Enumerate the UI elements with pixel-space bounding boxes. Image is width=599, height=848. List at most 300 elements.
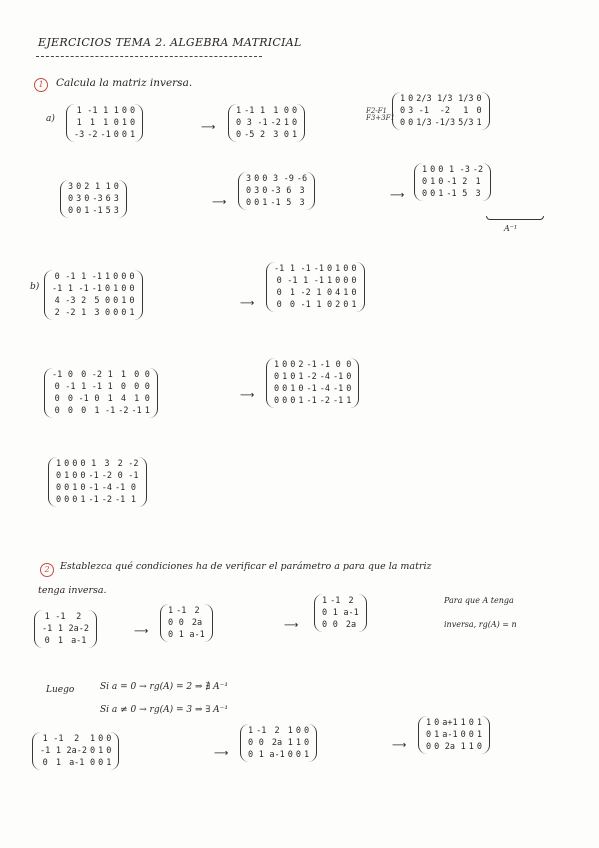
matrix-cell: 0 [106, 746, 112, 756]
page-title: EJERCICIOS TEMA 2. ALGEBRA MATRICIAL [38, 36, 302, 49]
row-operations-note: F2-F1 F3+3F1 [366, 107, 395, 122]
matrix-cell: -1 [256, 726, 267, 736]
matrix-cell: 1 [248, 726, 254, 736]
matrix-cell: 1 [103, 106, 109, 116]
matrix-cell: 1 [287, 726, 293, 736]
matrix-cell: 0 [346, 372, 352, 382]
matrix-cell: 0 [168, 630, 174, 640]
matrix-cell: 6 [286, 186, 292, 196]
matrix-cell: 0 [343, 276, 349, 286]
matrix-cell: 0 [290, 396, 296, 406]
matrix-cell: 0 [422, 177, 428, 187]
matrix-cell: 1 [426, 718, 432, 728]
matrix-cell: -1 [274, 264, 285, 274]
arrow-icon: ⟶ [392, 740, 407, 751]
matrix-cell: 0 [98, 758, 104, 768]
matrix-cell: 0 [246, 198, 252, 208]
matrix [240, 724, 317, 762]
arrow-icon: ⟶ [201, 122, 216, 133]
matrix [48, 457, 147, 507]
matrix-cell: 0 [121, 284, 127, 294]
matrix-cell: 2 [335, 300, 341, 310]
matrix-cell: -1 [306, 384, 317, 394]
matrix-cell: -1 [446, 189, 457, 199]
matrix-cell: 0 [121, 130, 127, 140]
matrix-cell: 1 [121, 118, 127, 128]
matrix-cell: 0 [282, 384, 288, 394]
matrix-cell: 1 [476, 730, 482, 740]
matrix-cell: 1 [346, 396, 352, 406]
exercise-1-prompt: Calcula la matriz inversa. [56, 77, 193, 89]
matrix-cell: 3 [113, 206, 119, 216]
matrix-cell: 1 [98, 746, 104, 756]
matrix-cell: 0 [80, 459, 86, 469]
matrix-cell: 1/3 [437, 94, 453, 104]
matrix-cell: 0 [144, 394, 150, 404]
matrix-cell: 6 [105, 194, 111, 204]
matrix-cell: -5 [244, 130, 255, 140]
matrix-cell: 1 [343, 288, 349, 298]
matrix-cell: 1 [76, 106, 82, 116]
matrix-cell: 1 [44, 612, 50, 622]
matrix-cell: 1 [316, 300, 322, 310]
matrix-cell: 1 [289, 288, 295, 298]
matrix-cell: -1 [40, 746, 51, 756]
matrix-cell: 0 [44, 636, 50, 646]
matrix-cell: -2 [270, 118, 281, 128]
matrix-cell: -1 [115, 495, 126, 505]
matrix-cell: 1 [113, 106, 119, 116]
matrix-cell: 0 [400, 106, 406, 116]
matrix-cell: 0 [178, 618, 184, 628]
matrix-cell: 0 [72, 471, 78, 481]
matrix-cell: 5 [286, 198, 292, 208]
matrix-cell: 3 [475, 189, 481, 199]
matrix-cell: 0 [343, 300, 349, 310]
matrix-cell: 1 [468, 742, 474, 752]
matrix-cell: 3 [408, 106, 414, 116]
matrix [238, 172, 315, 210]
matrix-cell: 1 [80, 495, 86, 505]
matrix-cell: -1 [300, 300, 311, 310]
matrix-cell: 0 [248, 750, 254, 760]
matrix [228, 104, 305, 142]
matrix-cell: 0 [343, 264, 349, 274]
matrix-cell: 0 [89, 758, 96, 768]
matrix-cell: -1 [270, 198, 281, 208]
matrix-cell: -2 [101, 495, 112, 505]
matrix [44, 368, 158, 418]
matrix-cell: 0 [134, 370, 140, 380]
matrix-cell: -1 [300, 264, 311, 274]
arrow-icon: ⟶ [240, 390, 255, 401]
matrix-cell: 2 [117, 459, 123, 469]
matrix-cell: -1 [100, 130, 111, 140]
matrix-cell: -1 [115, 483, 126, 493]
matrix-cell: 0 [121, 308, 127, 318]
matrix-cell: 1 [72, 483, 78, 493]
matrix-cell: 1 [283, 118, 289, 128]
matrix-cell: 0 [262, 174, 268, 184]
matrix [392, 92, 490, 130]
matrix-cell: 5 [94, 296, 100, 306]
matrix-cell: 1 [130, 130, 136, 140]
matrix-cell: 2 [76, 612, 82, 622]
matrix-cell: 0 [254, 174, 260, 184]
matrix-cell: 0 [303, 738, 310, 748]
matrix-cell: 0 [84, 194, 90, 204]
matrix-cell: 0 [81, 406, 87, 416]
matrix-cell: 0 [335, 276, 341, 286]
matrix-cell: 0 [64, 495, 70, 505]
matrix-cell: 2 [348, 596, 354, 606]
matrix-cell: 1 [168, 606, 174, 616]
matrix-cell: 0 [426, 742, 432, 752]
matrix-cell: 0 [80, 483, 86, 493]
matrix-cell: -6 [296, 174, 308, 184]
matrix-cell: 1 [335, 264, 341, 274]
matrix [418, 716, 490, 754]
matrix-cell: 0 [289, 300, 295, 310]
matrix-cell: 0 [400, 118, 406, 128]
matrix [266, 358, 359, 408]
matrix-cell: 0 [408, 94, 414, 104]
matrix-cell: 3 [254, 186, 260, 196]
matrix-cell: 1 [121, 296, 127, 306]
matrix-cell: 0 [274, 384, 280, 394]
matrix-cell: a-1 [189, 630, 205, 640]
matrix-cell: 1 [351, 300, 357, 310]
matrix-cell: 1 [81, 308, 87, 318]
matrix-cell: 0 [283, 106, 289, 116]
matrix-cell: -1/3 [434, 118, 456, 128]
matrix-cell: -1 [91, 284, 102, 294]
matrix-cell: 0 [476, 94, 482, 104]
matrix [34, 610, 97, 648]
matrix-cell: -1 [306, 396, 317, 406]
matrix-cell: 0 [105, 284, 111, 294]
matrix-cell: 1 [282, 372, 288, 382]
matrix-cell: 1 [129, 308, 135, 318]
matrix-cell: 0 [76, 182, 82, 192]
matrix-cell: -1 [319, 360, 330, 370]
matrix-cell: 1 [105, 182, 111, 192]
matrix-cell: 0 [113, 130, 119, 140]
matrix-cell: 2a [271, 738, 283, 748]
matrix-cell: 0 [113, 182, 119, 192]
matrix-cell: 0 [476, 742, 482, 752]
matrix-cell: 3 [299, 186, 305, 196]
inverse-label: A⁻¹ [504, 224, 518, 233]
matrix-cell: 1 [107, 394, 113, 404]
matrix-cell: 0 [121, 106, 127, 116]
matrix-cell: -1 [257, 118, 268, 128]
luego-label: Luego [46, 685, 75, 695]
matrix-cell: 0 [282, 360, 288, 370]
exercise-1-number: 1 [34, 78, 48, 92]
matrix-cell: -1 [333, 384, 344, 394]
matrix-cell: 1/3 [458, 94, 474, 104]
arrow-icon: ⟶ [240, 298, 255, 309]
matrix-cell: 0 [76, 206, 82, 216]
matrix-cell: 0 [117, 471, 123, 481]
matrix-cell: 1 [460, 742, 466, 752]
matrix-cell: 1 [236, 106, 242, 116]
matrix-cell: 1 [298, 396, 304, 406]
matrix-cell: 1 [298, 372, 304, 382]
matrix-cell: 0 [290, 372, 296, 382]
matrix-cell: 0 [322, 620, 328, 630]
matrix-cell: 0 [468, 730, 474, 740]
matrix-cell: 2 [194, 606, 200, 616]
matrix-cell: 3 [104, 459, 110, 469]
matrix-cell: 0 [292, 118, 298, 128]
matrix-cell: 1 [448, 165, 455, 175]
matrix-cell: 1/3 [416, 118, 432, 128]
matrix-cell: 0 [113, 272, 119, 282]
matrix-cell: 0 [303, 726, 310, 736]
matrix-cell: 1 [295, 738, 301, 748]
matrix [414, 163, 491, 201]
matrix-cell: 3 [299, 198, 305, 208]
matrix-cell: 1 [105, 272, 111, 282]
matrix-cell: 1 [259, 106, 266, 116]
matrix-cell: 0 [335, 360, 341, 370]
matrix-cell: 0 [144, 382, 150, 392]
matrix-cell: 0 [274, 396, 280, 406]
matrix [44, 270, 143, 320]
matrix-cell: -1 [128, 471, 139, 481]
matrix-cell: -3 [270, 186, 281, 196]
matrix-cell: 0 [327, 300, 333, 310]
matrix-cell: 1 [55, 746, 61, 756]
matrix-cell: 0 [56, 483, 62, 493]
matrix-cell: 0 [434, 718, 440, 728]
matrix-cell: 0 [130, 106, 136, 116]
matrix-cell: -1 [446, 177, 457, 187]
matrix-cell: -1 [78, 394, 89, 404]
matrix-cell: 0 [346, 360, 352, 370]
matrix-cell: 0 [332, 620, 338, 630]
matrix-cell: 0 [129, 272, 135, 282]
matrix-cell: -1 [87, 106, 98, 116]
matrix-cell: 1 [290, 384, 296, 394]
matrix-cell: -1 [53, 734, 64, 744]
matrix-cell: 1 [106, 758, 112, 768]
matrix-cell: 1 [303, 750, 310, 760]
case-a-zero: Si a = 0 → rg(A) = 2 ⇒ ∄ A⁻¹ [100, 682, 228, 692]
matrix-cell: 1 [258, 750, 264, 760]
arrow-icon: ⟶ [214, 748, 229, 759]
matrix-cell: 0 [460, 730, 466, 740]
arrow-icon: ⟶ [390, 190, 405, 201]
matrix-cell: 0 [262, 186, 268, 196]
matrix-cell: 1 [430, 177, 436, 187]
matrix-cell: -2 [300, 288, 311, 298]
matrix-cell: 0 [351, 276, 357, 286]
case-a-nonzero: Si a ≠ 0 → rg(A) = 3 ⇒ ∃ A⁻¹ [100, 705, 228, 715]
matrix-cell: 0 [287, 750, 293, 760]
matrix-cell: 2a [345, 620, 357, 630]
matrix-cell: 1 [120, 370, 126, 380]
matrix-cell: 0 [130, 483, 136, 493]
matrix-cell: 3 [246, 118, 252, 128]
matrix-cell: 3 [272, 174, 279, 184]
matrix-cell: -2 [439, 106, 450, 116]
matrix-cell: 1 [460, 718, 466, 728]
matrix-cell: 2a-2 [66, 746, 87, 756]
matrix-cell: 1 [463, 106, 469, 116]
matrix-cell: -1 [176, 606, 187, 616]
inverse-brace [486, 216, 544, 220]
matrix-cell: 0 [113, 308, 119, 318]
matrix-cell: 4 [54, 296, 60, 306]
matrix-cell: -1 [42, 624, 53, 634]
matrix-cell: -1 [91, 382, 102, 392]
matrix-cell: 0 [322, 608, 328, 618]
matrix-cell: 0 [68, 206, 74, 216]
matrix-cell: 0 [67, 394, 73, 404]
matrix [66, 104, 143, 142]
matrix-cell: 0 [351, 288, 357, 298]
matrix-cell: 1 [64, 471, 70, 481]
matrix-cell: 0 [113, 296, 119, 306]
matrix-cell: -1 [306, 360, 317, 370]
matrix-cell: -4 [319, 384, 330, 394]
matrix-cell: 0 [426, 730, 432, 740]
matrix-cell: 0 [105, 308, 111, 318]
matrix-cell: 1 [81, 272, 87, 282]
matrix [32, 732, 119, 770]
arrow-icon: ⟶ [212, 197, 227, 208]
matrix-cell: 0 [89, 746, 96, 756]
matrix-cell: 2 [298, 360, 304, 370]
matrix-cell: 1 [292, 130, 298, 140]
matrix-cell: 1 [475, 177, 481, 187]
matrix-cell: 1 [476, 718, 482, 728]
matrix-cell: 1 [434, 730, 440, 740]
matrix-cell: 2 [259, 130, 266, 140]
exercise-2-number: 2 [40, 563, 54, 577]
matrix-cell: a+1 [442, 718, 458, 728]
matrix-cell: 0 [113, 118, 119, 128]
matrix-cell: -1 [418, 106, 430, 116]
exercise-2-prompt-line1: Establezca qué condiciones ha de verificar el parámetro a para que la matriz [60, 561, 432, 572]
matrix-cell: 0 [468, 718, 474, 728]
matrix-cell: 0 [72, 459, 78, 469]
matrix-cell: 1 [103, 118, 109, 128]
matrix-cell: 1 [273, 106, 279, 116]
matrix-cell: -1 [131, 406, 142, 416]
matrix-cell: 0 [438, 165, 444, 175]
matrix-cell: -1 [52, 370, 63, 380]
matrix-cell: 1 [287, 738, 293, 748]
matrix [60, 180, 127, 218]
matrix-cell: -2 [306, 372, 317, 382]
matrix-cell: 0 [129, 284, 135, 294]
matrix-cell: -1 [244, 106, 255, 116]
matrix-cell: 0 [430, 165, 436, 175]
matrix-cell: 2 [462, 177, 468, 187]
matrix-cell: -2 [65, 308, 76, 318]
matrix-cell: 0 [130, 118, 136, 128]
matrix-cell: 0 [246, 186, 252, 196]
matrix-cell: -2 [101, 471, 112, 481]
matrix-cell: a-1 [69, 758, 85, 768]
matrix-cell: 1 [67, 284, 73, 294]
matrix-cell: 0 [254, 198, 260, 208]
matrix-cell: 3 [273, 130, 279, 140]
matrix-cell: 5/3 [458, 118, 474, 128]
matrix-cell: 1 [303, 276, 309, 286]
matrix-cell: -1 [287, 276, 298, 286]
matrix-cell: 0 [276, 300, 282, 310]
matrix-cell: 0 [168, 618, 174, 628]
matrix-cell: 1 [42, 734, 48, 744]
exercise-2-prompt-line2: tenga inversa. [38, 585, 107, 596]
matrix [314, 594, 367, 632]
matrix-cell: 0 [54, 406, 60, 416]
matrix-cell: 0 [236, 118, 242, 128]
matrix-cell: -2 [118, 406, 129, 416]
matrix [266, 262, 365, 312]
matrix-cell: 0 [327, 264, 333, 274]
matrix-cell: 1 [94, 182, 101, 192]
matrix-cell: 0 [476, 106, 482, 116]
matrix-cell: -1 [52, 284, 63, 294]
matrix-cell: -1 [88, 483, 99, 493]
matrix-cell: 1 [84, 206, 90, 216]
matrix-cell: 3 [76, 194, 82, 204]
matrix-cell: 0 [67, 370, 73, 380]
matrix-cell: -1 [333, 372, 344, 382]
matrix-cell: -1 [330, 596, 341, 606]
matrix-cell: 0 [298, 384, 304, 394]
matrix-cell: 0 [105, 296, 111, 306]
matrix-cell: 1 [400, 94, 406, 104]
matrix-cell: 2 [81, 296, 87, 306]
matrix-cell: 0 [422, 189, 428, 199]
matrix-cell: 0 [64, 483, 70, 493]
matrix-cell: 0 [351, 264, 357, 274]
matrix-cell: 1 [262, 198, 268, 208]
matrix-cell: 0 [292, 106, 298, 116]
matrix-cell: 0 [56, 495, 62, 505]
matrix-cell: 0 [121, 272, 127, 282]
matrix-cell: 0 [54, 394, 60, 404]
matrix-cell: 0 [274, 372, 280, 382]
matrix-cell: 0 [434, 742, 440, 752]
matrix-cell: -2 [319, 396, 330, 406]
matrix-cell: 1 [81, 382, 87, 392]
matrix-cell: -1 [333, 396, 344, 406]
matrix-cell: 4 [335, 288, 341, 298]
matrix-cell: -1 [65, 272, 76, 282]
matrix-cell: 0 [295, 750, 301, 760]
matrix-cell: 1 [56, 459, 62, 469]
arrow-icon: ⟶ [284, 620, 299, 631]
arrow-icon: ⟶ [134, 626, 149, 637]
matrix-cell: 1 [107, 370, 113, 380]
matrix-cell: 5 [105, 206, 111, 216]
matrix-cell: 1 [107, 382, 113, 392]
matrix-cell: 1 [91, 459, 97, 469]
matrix-cell: 2 [84, 182, 90, 192]
matrix-cell: 3 [113, 194, 119, 204]
matrix-cell: 0 [72, 495, 78, 505]
matrix-cell: 0 [106, 734, 112, 744]
matrix-cell: 1 [89, 118, 95, 128]
